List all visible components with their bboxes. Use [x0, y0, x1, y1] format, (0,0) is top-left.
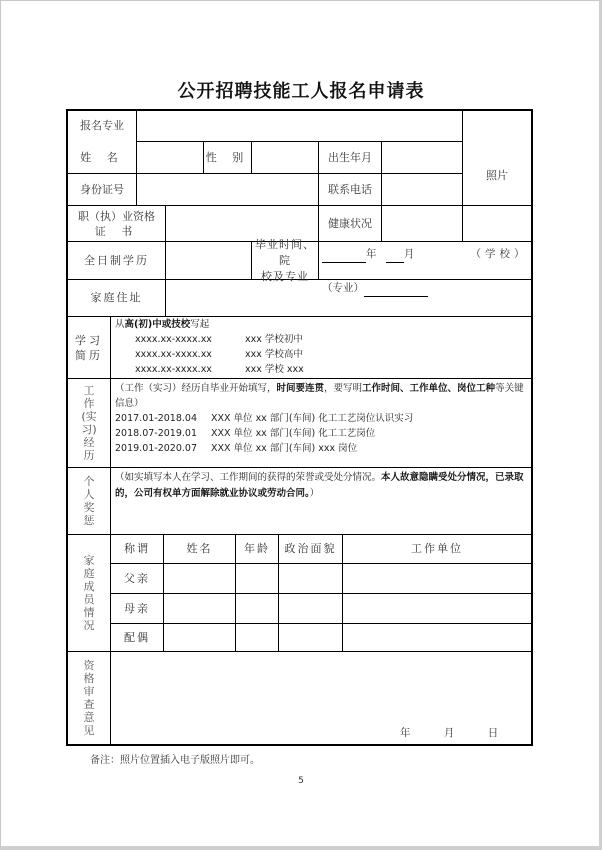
- work-detail: XXX 单位 xx 部门(车间) 化工工艺岗位认识实习: [211, 413, 414, 424]
- form-title: 公开招聘技能工人报名申请表: [177, 81, 425, 102]
- study-entry: [115, 347, 525, 362]
- family-row-political-input[interactable]: [279, 594, 342, 623]
- family-header-workplace: 工作单位: [411, 542, 463, 555]
- grad-school-blank[interactable]: [328, 267, 376, 280]
- awards-text: （如实填写本人在学习、工作期间的获得的荣誉或受处分情况。: [115, 472, 382, 483]
- study-entry: [115, 332, 525, 347]
- awards-label: [68, 468, 110, 534]
- family-row-relation: 父亲: [124, 571, 150, 585]
- family-header-political-status: 政治面貌: [284, 542, 337, 555]
- work-history-content[interactable]: [115, 381, 527, 456]
- review-date-day: 日: [487, 727, 499, 739]
- family-row-age-input[interactable]: [236, 594, 278, 623]
- work-intro-bold: 时间要连贯: [276, 383, 325, 394]
- awards-label-char: 奖: [83, 501, 95, 514]
- work-label-char: 工: [83, 384, 95, 397]
- awards-text-bold: 本人故意隐瞒受处分情况，已录取的，公司有权单方面解除就业协议或劳动合同。: [115, 472, 524, 499]
- fulltime-education-label: 全日制学历: [84, 253, 149, 267]
- gender-label: 性 别: [205, 150, 250, 164]
- health-input[interactable]: [382, 206, 531, 241]
- family-row-name-input[interactable]: [164, 594, 235, 623]
- family-row-name-input[interactable]: [164, 624, 235, 651]
- family-row-relation: 配偶: [124, 630, 150, 644]
- family-row-workplace-input[interactable]: [343, 594, 531, 623]
- study-period: xxxx.xx-xxxx.xx: [135, 334, 212, 345]
- study-period: xxxx.xx-xxxx.xx: [135, 349, 212, 360]
- row-divider: [68, 378, 531, 379]
- id-number-input[interactable]: [137, 174, 318, 205]
- row-divider: [68, 467, 531, 468]
- work-label-char: 历: [83, 449, 95, 462]
- study-intro: [115, 317, 525, 332]
- work-entry: [115, 411, 527, 426]
- study-period: xxxx.xx-xxxx.xx: [135, 364, 212, 375]
- review-label-char: 资: [83, 659, 95, 672]
- awards-content[interactable]: [115, 470, 527, 502]
- family-label-char: 情: [83, 606, 95, 619]
- grad-year-text: 年: [366, 248, 377, 260]
- study-history-label: [68, 317, 110, 378]
- family-row-name-input[interactable]: [164, 564, 235, 593]
- review-label-char: 查: [83, 698, 95, 711]
- review-date-year: 年: [400, 727, 411, 739]
- family-row-workplace-input[interactable]: [343, 624, 531, 651]
- family-row-political-input[interactable]: [279, 564, 342, 593]
- id-number-label: 身份证号: [80, 182, 124, 196]
- study-intro-text: 写起: [190, 319, 210, 330]
- birth-input[interactable]: [382, 142, 462, 173]
- grad-major-text: （专业）: [322, 282, 364, 294]
- study-school: xxx 学校高中: [245, 349, 303, 360]
- major-input[interactable]: [137, 111, 462, 141]
- phone-input[interactable]: [382, 174, 462, 205]
- work-history-label: [68, 379, 110, 467]
- footnote: 备注：照片位置插入电子版照片即可。: [90, 755, 260, 766]
- name-label: 姓 名: [80, 150, 124, 164]
- study-history-content[interactable]: [115, 317, 525, 377]
- review-label-char: 审: [83, 685, 95, 698]
- work-label-char: 作: [83, 397, 95, 410]
- graduation-label: [252, 237, 318, 283]
- family-label-char: 庭: [83, 567, 95, 580]
- review-label-char: 意: [83, 711, 95, 724]
- work-entry: [115, 426, 527, 441]
- review-label-char: 见: [83, 724, 95, 737]
- work-intro-text: ，要写明: [324, 383, 363, 394]
- certificate-label-line1: 职（执）业资格: [78, 209, 155, 223]
- family-row-political-input[interactable]: [279, 624, 342, 651]
- address-input[interactable]: [166, 280, 531, 316]
- graduation-label-line1: 毕业时间、院: [255, 237, 315, 267]
- gender-input[interactable]: [252, 142, 318, 173]
- study-label-line: 学习: [75, 333, 103, 347]
- study-school: xxx 学校初中: [245, 334, 303, 345]
- birth-label: 出生年月: [328, 150, 372, 164]
- study-school: xxx 学校 xxx: [245, 364, 304, 375]
- application-form-table: [66, 109, 533, 746]
- family-row-workplace-input[interactable]: [343, 564, 531, 593]
- work-period: 2019.01-2020.07: [115, 443, 197, 454]
- graduation-label-line2: 校及专业: [261, 269, 309, 283]
- family-header-age: 年龄: [244, 542, 270, 555]
- work-detail: XXX 单位 xx 部门(车间) 化工工艺岗位: [211, 428, 376, 439]
- awards-label-char: 人: [83, 488, 95, 501]
- grad-month-blank[interactable]: [386, 250, 404, 263]
- work-detail: XXX 单位 xx 部门(车间) xxx 岗位: [211, 443, 358, 454]
- work-intro-text: 等关键信息）: [115, 383, 524, 409]
- awards-label-char: 个: [83, 475, 95, 488]
- name-input[interactable]: [137, 142, 203, 173]
- grad-school-text: （学校）: [470, 248, 529, 260]
- study-entry: [115, 362, 525, 377]
- work-intro-bold: 工作时间、工作单位、岗位工种: [362, 383, 496, 394]
- review-date: [400, 726, 498, 741]
- photo-slot[interactable]: 照片: [486, 169, 508, 182]
- family-row-age-input[interactable]: [236, 564, 278, 593]
- health-label: 健康状况: [328, 216, 372, 230]
- grad-year-blank[interactable]: [322, 250, 366, 263]
- work-label-char: 经: [83, 436, 95, 449]
- awards-label-char: 惩: [83, 514, 95, 527]
- review-date-month: 月: [443, 727, 455, 739]
- grad-month-text: 月: [403, 248, 415, 260]
- work-period: 2018.07-2019.01: [115, 428, 197, 439]
- awards-text: ）: [309, 488, 320, 499]
- family-row-age-input[interactable]: [236, 624, 278, 651]
- family-label-char: 员: [83, 593, 95, 606]
- family-label-char: 家: [83, 554, 95, 567]
- work-intro: [115, 381, 527, 411]
- certificate-label: [68, 206, 165, 241]
- study-intro-text: 从: [115, 319, 125, 330]
- phone-label: 联系电话: [328, 182, 372, 196]
- work-intro-text: （工作（实习）经历自毕业开始填写，: [115, 383, 277, 394]
- qualification-review-label: [68, 652, 110, 744]
- certificate-label-line2: 证 书: [94, 224, 139, 238]
- major-label: 报名专业: [80, 119, 124, 132]
- work-label-char: (实: [81, 410, 97, 423]
- review-label-char: 格: [83, 672, 95, 685]
- fulltime-education-input[interactable]: [166, 242, 251, 279]
- family-header-relation: 称谓: [124, 542, 150, 555]
- family-members-label: [68, 535, 110, 651]
- family-header-name: 姓名: [186, 542, 213, 555]
- family-label-char: 况: [83, 619, 95, 632]
- page-number: 5: [298, 776, 304, 786]
- work-entry: [115, 441, 527, 456]
- work-period: 2017.01-2018.04: [115, 413, 197, 424]
- address-label: 家庭住址: [90, 291, 143, 304]
- study-label-line: 简历: [75, 348, 103, 362]
- work-label-char: 习): [81, 423, 97, 436]
- family-row-relation: 母亲: [124, 601, 150, 615]
- family-label-char: 成: [83, 580, 95, 593]
- study-intro-bold: 高(初)中或技校: [124, 319, 191, 330]
